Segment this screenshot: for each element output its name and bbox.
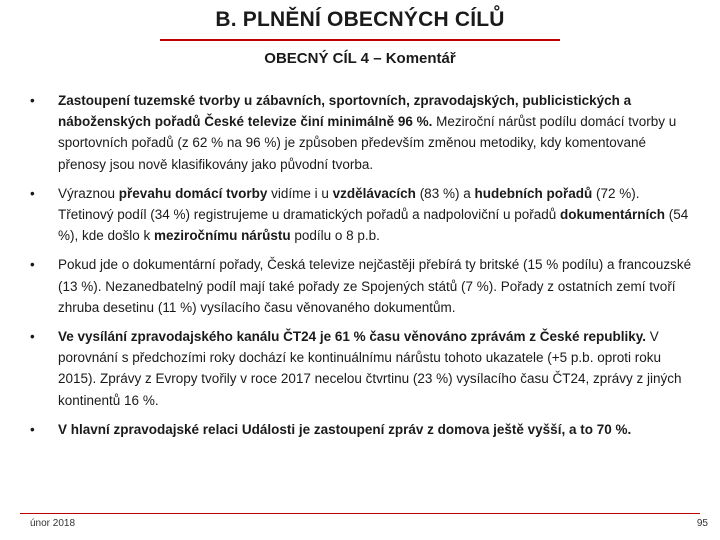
bullet-dot-icon: • xyxy=(30,93,35,108)
bullet-item xyxy=(30,326,692,411)
bullet-item xyxy=(30,90,692,175)
page-title: B. PLNĚNÍ OBECNÝCH CÍLŮ xyxy=(215,8,505,31)
bullet-text-bold: Ve vysílání zpravodajského kanálu ČT24 je 61 % času věnováno zprávám z České republiky. xyxy=(58,329,647,345)
bullet-dot-icon: • xyxy=(30,257,35,273)
bullet-text-bold: Zastoupení tuzemské tvorby u zábavních, sportovních, zpravodajských, publicistických a náboženských pořadů České televize činí minimálně 96 %. xyxy=(58,93,632,130)
bullet-text-bold: V hlavní zpravodajské relaci Události je zastoupení zpráv z domova ještě vyšší, a to 70 %. xyxy=(58,421,632,437)
bullet-item xyxy=(30,419,692,440)
bullet-text: (83 %) a xyxy=(415,185,475,201)
bullet-item xyxy=(30,254,692,318)
title-underline xyxy=(160,39,560,41)
bullet-text: (72 %). Třetinový podíl (34 %) registrujeme u dramatických pořadů a nadpoloviční u pořadů xyxy=(58,185,640,223)
bullet-text-bold: hudebních pořadů xyxy=(474,185,593,201)
bullet-text-bold: převahu domácí tvorby xyxy=(118,185,268,201)
bullet-text-bold: dokumentárních xyxy=(560,207,666,223)
bullet-list xyxy=(30,90,692,448)
bullet-dot-icon: • xyxy=(30,421,35,437)
bullet-text-bold: vzdělávacích xyxy=(332,185,416,201)
bullet-item xyxy=(30,183,692,247)
bullet-text-bold: meziročnímu nárůstu xyxy=(154,228,291,244)
bullet-text: V porovnání s předchozími roky dochází ke kontinuálnímu nárůstu tohoto ukazatele (+5 p.b. oproti roku 2015). Zprávy z Evropy tvořily v roce 2017 necelou čtvrtinu (23 %) vysílacího času ČT24, zprávy z jiných kontinentů 16 %. xyxy=(58,329,682,408)
page-number: 95 xyxy=(696,518,708,529)
bullet-text: (54 %), kde došlo k xyxy=(58,207,689,244)
bullet-text: Pokud jde o dokumentární pořady, Česká televize nejčastěji přebírá ty britské (15 % podílu) a francouzské (13 %). Nezanedbatelný podíl mají také pořady ze Spojených států (7 %). Pořady z ostatních zemí tvoří zhruba desetinu (11 %) vysílacího času věnovaného dokumentům. xyxy=(58,257,692,315)
bullet-dot-icon: • xyxy=(30,329,35,345)
footer-date: únor 2018 xyxy=(30,518,76,529)
bullet-text: Výraznou xyxy=(58,185,119,201)
footer-rule xyxy=(20,513,700,514)
bullet-dot-icon: • xyxy=(30,185,35,201)
bullet-text: vidíme i u xyxy=(267,185,333,201)
bullet-text: podílu o 8 p.b. xyxy=(290,228,380,244)
page-subtitle: OBECNÝ CÍL 4 – Komentář xyxy=(264,50,456,67)
bullet-text: Meziroční nárůst podílu domácí tvorby u sportovních pořadů (z 62 % na 96 %) je způsoben především změnou metodiky, kdy komentované přenosy jsou nově klasifikovány jako původní tvorba. xyxy=(58,114,677,172)
